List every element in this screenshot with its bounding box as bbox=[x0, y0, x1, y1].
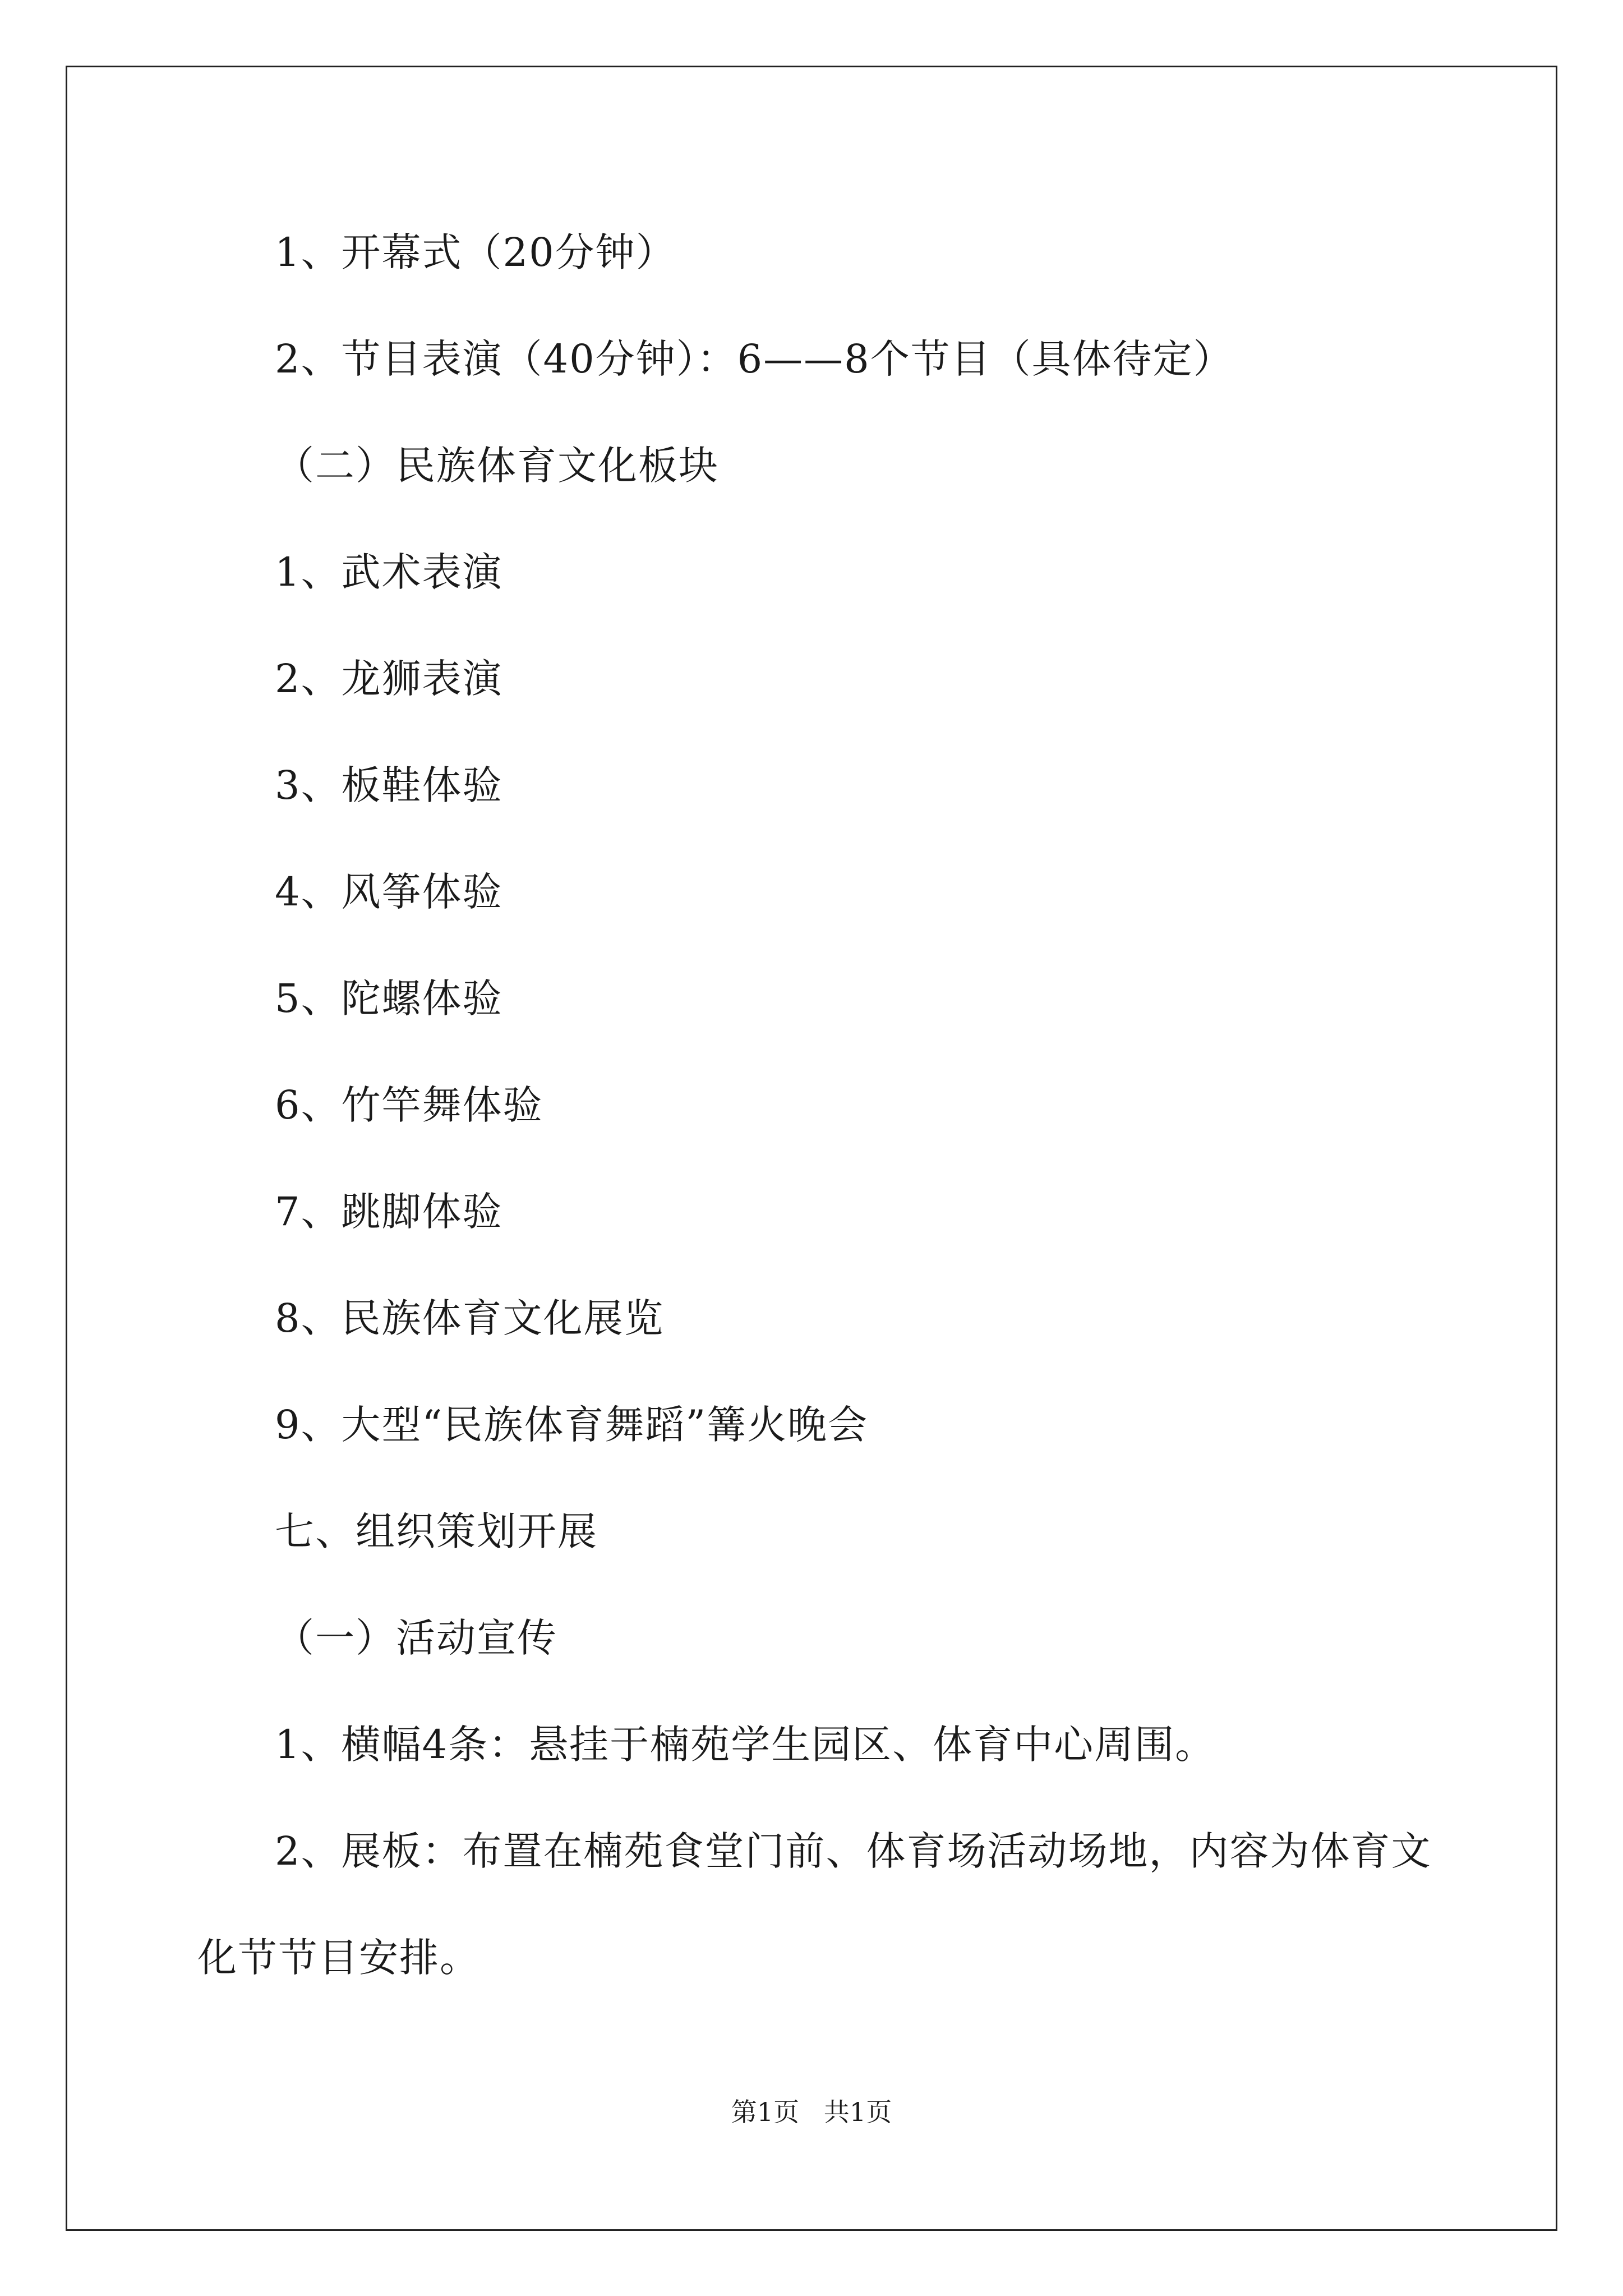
list-item: 6、竹竿舞体验 bbox=[275, 1082, 543, 1128]
list-item: 1、武术表演 bbox=[275, 549, 503, 595]
list-item: 9、大型“民族体育舞蹈”篝火晚会 bbox=[275, 1402, 869, 1448]
text-line: 2、节目表演（40分钟）：6——8个节目（具体待定） bbox=[275, 336, 1234, 382]
page-border bbox=[66, 66, 1557, 2231]
section-heading: （一）活动宣传 bbox=[275, 1615, 557, 1661]
paragraph-line: 化节节目安排。 bbox=[197, 1935, 480, 1981]
list-item: 4、风筝体验 bbox=[275, 869, 503, 915]
list-item: 3、板鞋体验 bbox=[275, 762, 503, 808]
paragraph-line: 2、展板：布置在楠苑食堂门前、体育场活动场地，内容为体育文 bbox=[275, 1828, 1432, 1874]
list-item: 7、跳脚体验 bbox=[275, 1189, 503, 1235]
section-heading: 七、组织策划开展 bbox=[275, 1508, 598, 1554]
list-item: 2、龙狮表演 bbox=[275, 656, 503, 702]
list-item: 8、民族体育文化展览 bbox=[275, 1295, 665, 1341]
section-heading: （二）民族体育文化板块 bbox=[275, 443, 719, 489]
list-item: 1、横幅4条：悬挂于楠苑学生园区、体育中心周围。 bbox=[275, 1722, 1216, 1768]
text-line: 1、开幕式（20分钟） bbox=[275, 229, 676, 275]
list-item: 5、陀螺体验 bbox=[275, 976, 503, 1022]
page-number-footer: 第1页 共1页 bbox=[731, 2097, 892, 2127]
